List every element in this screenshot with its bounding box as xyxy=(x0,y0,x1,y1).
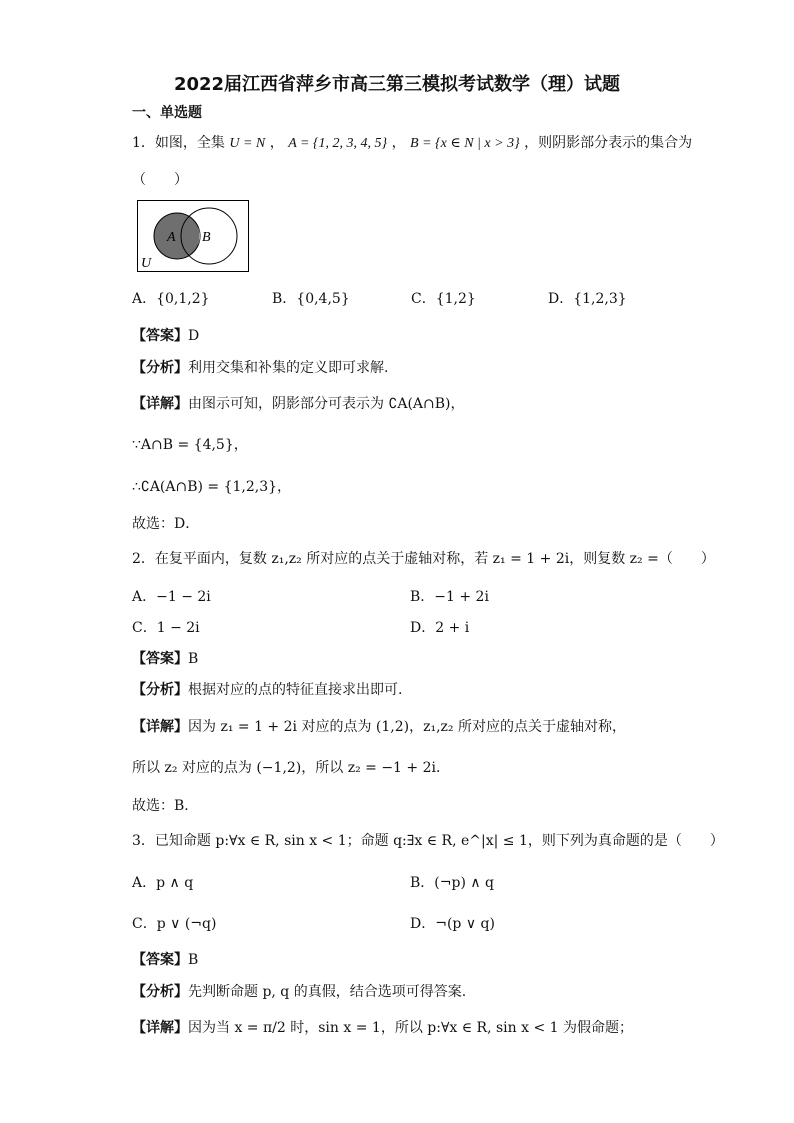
q1-set-b: B = {x ∈ N | x > 3} xyxy=(410,136,520,151)
q1-answer-value: D xyxy=(188,328,200,344)
q1-separator-1: ， xyxy=(269,135,284,151)
analysis-tag: 【分析】 xyxy=(132,682,188,698)
q1-detail-line-1: 由图示可知，阴影部分可表示为 ∁A(A∩B)， xyxy=(188,396,465,412)
q2-analysis-text: 根据对应的点的特征直接求出即可. xyxy=(188,682,403,698)
q3-stem: 3．已知命题 p:∀x ∈ R, sin x < 1；命题 q:∃x ∈ R, e^|x| ≤ 1，则下列为真命题的是（ ） xyxy=(132,833,724,849)
q3-option-b: B．(¬p) ∧ q xyxy=(410,875,495,891)
q1-paren: （ ） xyxy=(132,172,188,188)
q1-option-d: D．{1,2,3} xyxy=(548,291,627,307)
q1-answer xyxy=(132,326,199,346)
q1-separator-2: ， xyxy=(391,135,406,151)
q1-detail xyxy=(132,394,465,414)
q2-option-d: D．2 + i xyxy=(410,620,470,636)
q3-option-d: D．¬(p ∨ q) xyxy=(410,916,495,932)
section-heading: 一、单选题 xyxy=(132,105,202,121)
q1-set-a: A = {1, 2, 3, 4, 5} xyxy=(288,136,388,151)
q2-detail-line-3: 故选：B. xyxy=(132,798,189,814)
q3-option-c: C．p ∨ (¬q) xyxy=(132,916,217,932)
detail-tag: 【详解】 xyxy=(132,396,188,412)
venn-label-u: U xyxy=(141,256,152,271)
q1-detail-line-4: 故选：D． xyxy=(132,516,200,532)
q1-detail-line-3: ∴∁A(A∩B) = {1,2,3}， xyxy=(132,479,292,495)
answer-tag: 【答案】 xyxy=(132,328,188,344)
venn-circle-a xyxy=(154,213,200,259)
q3-answer xyxy=(132,950,198,970)
q1-option-c: C．{1,2} xyxy=(411,291,476,307)
q1-stem-suffix: ，则阴影部分表示的集合为 xyxy=(524,135,693,151)
q3-answer-value: B xyxy=(188,952,199,968)
q3-option-a: A．p ∧ q xyxy=(132,875,194,891)
q1-universal-set: U = N xyxy=(229,136,266,151)
q2-detail xyxy=(132,717,626,737)
q1-detail-line-2: ∵A∩B = {4,5}， xyxy=(132,437,248,453)
answer-tag: 【答案】 xyxy=(132,952,188,968)
q2-option-a: A．−1 − 2i xyxy=(132,589,211,605)
q1-stem-prefix: 1．如图，全集 xyxy=(132,135,225,151)
page-title: 2022届江西省萍乡市高三第三模拟考试数学（理）试题 xyxy=(173,74,621,95)
q2-detail-line-1: 因为 z₁ = 1 + 2i 对应的点为 (1,2)，z₁,z₂ 所对应的点关于虚轴对称， xyxy=(188,719,626,735)
detail-tag: 【详解】 xyxy=(132,719,188,735)
q2-option-b: B．−1 + 2i xyxy=(410,589,489,605)
q2-option-c: C．1 − 2i xyxy=(132,620,200,636)
q2-detail-line-2: 所以 z₂ 对应的点为 (−1,2)，所以 z₂ = −1 + 2i． xyxy=(132,760,450,776)
q1-option-a: A．{0,1,2} xyxy=(132,291,210,307)
venn-diagram xyxy=(137,200,249,272)
q2-analysis xyxy=(132,680,402,700)
q1-stem xyxy=(132,133,692,154)
q2-answer xyxy=(132,649,198,669)
q3-analysis-text: 先判断命题 p, q 的真假，结合选项可得答案. xyxy=(188,984,467,1000)
q1-analysis xyxy=(132,358,388,378)
q1-analysis-text: 利用交集和补集的定义即可求解. xyxy=(188,360,389,376)
answer-tag: 【答案】 xyxy=(132,651,188,667)
q3-detail-line-1: 因为当 x = π/2 时，sin x = 1，所以 p:∀x ∈ R, sin x < 1 为假命题； xyxy=(188,1020,634,1036)
q1-option-b: B．{0,4,5} xyxy=(272,291,350,307)
q2-answer-value: B xyxy=(188,651,199,667)
q2-stem: 2．在复平面内，复数 z₁,z₂ 所对应的点关于虚轴对称，若 z₁ = 1 + 2i，则复数 z₂ =（ ） xyxy=(132,551,715,567)
venn-label-b: B xyxy=(202,230,211,245)
venn-label-a: A xyxy=(167,230,176,245)
analysis-tag: 【分析】 xyxy=(132,360,188,376)
detail-tag: 【详解】 xyxy=(132,1020,188,1036)
q3-analysis xyxy=(132,982,466,1002)
q3-detail xyxy=(132,1018,633,1038)
analysis-tag: 【分析】 xyxy=(132,984,188,1000)
